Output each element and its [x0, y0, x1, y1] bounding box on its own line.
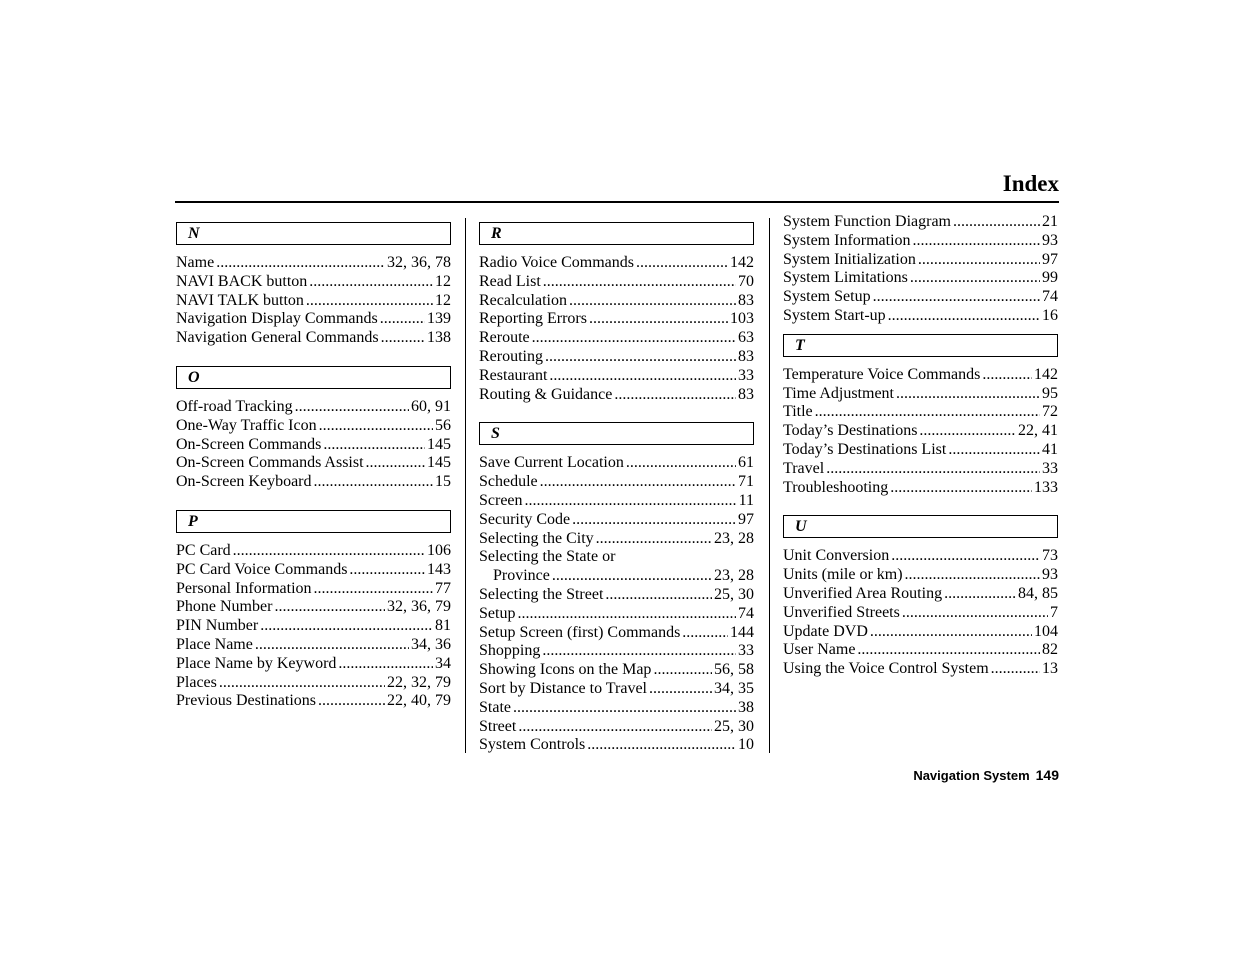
section-letter-box	[783, 334, 1058, 357]
entry-term: Navigation General Commands	[176, 329, 379, 347]
entry-term: One-Way Traffic Icon	[176, 416, 317, 434]
dot-leader	[569, 292, 736, 311]
entry-term: System Controls	[479, 736, 586, 754]
dot-leader	[944, 585, 1016, 604]
entry-page-ref: 60, 91	[411, 397, 451, 415]
index-entry	[783, 441, 1058, 460]
dot-leader	[380, 310, 425, 329]
section-n	[176, 222, 451, 348]
dot-leader	[545, 348, 736, 367]
entry-page-ref: 38	[738, 698, 754, 716]
dot-leader	[540, 473, 736, 492]
entry-page-ref: 142	[1034, 365, 1058, 383]
dot-leader	[518, 718, 712, 737]
entry-page-ref: 83	[738, 347, 754, 365]
entry-page-ref: 95	[1042, 384, 1058, 402]
dot-leader	[873, 288, 1040, 307]
entry-term: User Name	[783, 641, 856, 659]
dot-leader	[314, 473, 434, 492]
section-s	[479, 422, 754, 755]
page-number: 149	[1035, 767, 1059, 783]
section-t	[783, 334, 1058, 498]
section-letter-box	[783, 515, 1058, 538]
entry-page-ref: 33	[1042, 459, 1058, 477]
entry-page-ref: 99	[1042, 269, 1058, 287]
index-entry	[176, 636, 451, 655]
dot-leader	[532, 329, 736, 348]
index-entry	[176, 310, 451, 329]
section-letter: O	[188, 368, 200, 386]
entry-page-ref: 83	[738, 385, 754, 403]
page-footer	[913, 766, 1059, 785]
dot-leader	[318, 692, 385, 711]
entry-term: System Information	[783, 231, 911, 249]
dot-leader	[948, 441, 1040, 460]
entry-page-ref: 23, 28	[714, 567, 754, 585]
entry-term: On-Screen Commands	[176, 435, 322, 453]
entry-term: Places	[176, 673, 217, 691]
entry-page-ref: 70	[738, 272, 754, 290]
entry-term: Unverified Area Routing	[783, 584, 943, 602]
section-p	[176, 510, 451, 711]
entry-term: System Initialization	[783, 250, 916, 268]
index-entry	[176, 692, 451, 711]
dot-leader	[857, 641, 1040, 660]
index-column-3	[783, 213, 1058, 679]
section-u	[783, 515, 1058, 679]
dot-leader	[338, 655, 433, 674]
entry-term: Previous Destinations	[176, 692, 316, 710]
entry-term: System Setup	[783, 288, 871, 306]
entry-term: Radio Voice Commands	[479, 254, 634, 271]
index-entry	[479, 548, 754, 567]
dot-leader	[896, 385, 1040, 404]
index-column-1	[176, 222, 451, 711]
index-entry	[479, 511, 754, 530]
entry-page-ref: 144	[730, 623, 754, 641]
index-entry	[783, 566, 1058, 585]
entry-page-ref: 143	[427, 560, 451, 578]
entry-term: System Start-up	[783, 306, 886, 324]
entry-page-ref: 97	[1042, 250, 1058, 268]
dot-leader	[543, 273, 736, 292]
entry-term: Save Current Location	[479, 454, 624, 472]
index-entry	[479, 292, 754, 311]
entry-term: State	[479, 698, 511, 716]
index-entry	[479, 273, 754, 292]
index-entry	[176, 473, 451, 492]
section-r	[479, 222, 754, 404]
dot-leader	[649, 680, 712, 699]
section-s-continued	[783, 213, 1058, 326]
entry-page-ref: 145	[427, 454, 451, 472]
entry-page-ref: 15	[435, 473, 451, 491]
index-entry	[176, 273, 451, 292]
dot-leader	[513, 699, 736, 718]
entry-page-ref: 34, 36	[411, 635, 451, 653]
entry-page-ref: 106	[427, 541, 451, 559]
index-entry	[783, 479, 1058, 498]
index-entry	[479, 310, 754, 329]
index-entry	[176, 561, 451, 580]
entry-term: Off-road Tracking	[176, 397, 293, 415]
dot-leader	[653, 661, 712, 680]
index-entry	[783, 269, 1058, 288]
index-entry	[479, 367, 754, 386]
entry-page-ref: 13	[1042, 660, 1058, 678]
dot-leader	[274, 598, 385, 617]
entry-page-ref: 33	[738, 366, 754, 384]
entry-term: Today’s Destinations	[783, 422, 918, 440]
entry-page-ref: 142	[730, 254, 754, 271]
index-entry	[479, 254, 754, 273]
dot-leader	[605, 586, 712, 605]
section-letter-box	[176, 222, 451, 245]
index-entry	[176, 655, 451, 674]
entry-term: Using the Voice Control System	[783, 660, 989, 678]
index-entry	[176, 329, 451, 348]
entry-page-ref: 133	[1034, 478, 1058, 496]
entry-page-ref: 56, 58	[714, 661, 754, 679]
entry-page-ref: 22, 32, 79	[387, 673, 451, 691]
index-entry	[479, 386, 754, 405]
dot-leader	[918, 251, 1040, 270]
entry-term: Recalculation	[479, 291, 567, 309]
index-entry	[176, 398, 451, 417]
dot-leader	[381, 329, 425, 348]
section-letter-box	[176, 366, 451, 389]
index-entry	[783, 307, 1058, 326]
entry-term: Selecting the Street	[479, 585, 604, 603]
section-letter: R	[491, 225, 502, 242]
dot-leader	[216, 254, 385, 273]
dot-leader	[913, 232, 1040, 251]
entry-term: Personal Information	[176, 579, 312, 597]
entry-page-ref: 83	[738, 291, 754, 309]
dot-leader	[517, 605, 736, 624]
section-letter: T	[795, 336, 805, 354]
entry-page-ref: 56	[435, 416, 451, 434]
entry-page-ref: 145	[427, 435, 451, 453]
entry-term: Restaurant	[479, 366, 548, 384]
entry-term: PIN Number	[176, 617, 259, 635]
entry-page-ref: 74	[1042, 288, 1058, 306]
entry-page-ref: 22, 41	[1018, 422, 1058, 440]
index-entry	[783, 403, 1058, 422]
index-entry	[783, 366, 1058, 385]
entry-page-ref: 32, 36, 78	[387, 254, 451, 271]
entry-term: Schedule	[479, 473, 538, 491]
index-entry	[176, 674, 451, 693]
dot-leader	[596, 530, 712, 549]
footer-label: Navigation System	[913, 768, 1030, 783]
entry-term: Temperature Voice Commands	[783, 365, 981, 383]
index-entry	[783, 288, 1058, 307]
index-entry-list	[176, 398, 451, 492]
dot-leader	[295, 398, 409, 417]
index-entry	[176, 436, 451, 455]
index-entry	[783, 623, 1058, 642]
entry-term: On-Screen Commands Assist	[176, 454, 364, 472]
dot-leader	[902, 604, 1048, 623]
entry-page-ref: 73	[1042, 547, 1058, 565]
entry-page-ref: 22, 40, 79	[387, 692, 451, 710]
column-divider-1	[465, 218, 466, 753]
dot-leader	[919, 422, 1016, 441]
section-o	[176, 366, 451, 492]
index-entry	[479, 530, 754, 549]
section-letter-box	[176, 510, 451, 533]
entry-page-ref: 82	[1042, 641, 1058, 659]
entry-page-ref: 104	[1034, 622, 1058, 640]
index-entry	[479, 492, 754, 511]
entry-term: Phone Number	[176, 598, 273, 616]
dot-leader	[552, 567, 712, 586]
dot-leader	[953, 213, 1040, 232]
dot-leader	[682, 624, 728, 643]
entry-term: Name	[176, 254, 215, 271]
dot-leader	[890, 479, 1032, 498]
entry-term: Sort by Distance to Travel	[479, 679, 647, 697]
index-entry	[783, 232, 1058, 251]
index-entry	[783, 251, 1058, 270]
dot-leader	[233, 542, 425, 561]
dot-leader	[306, 292, 433, 311]
entry-term: Selecting the State or	[479, 548, 616, 566]
index-entry-list	[479, 254, 754, 404]
entry-page-ref: 11	[738, 491, 754, 509]
dot-leader	[888, 307, 1040, 326]
dot-leader	[366, 454, 425, 473]
entry-page-ref: 23, 28	[714, 529, 754, 547]
entry-term: Place Name by Keyword	[176, 654, 337, 672]
entry-page-ref: 77	[435, 579, 451, 597]
index-entry	[479, 642, 754, 661]
entry-page-ref: 97	[738, 510, 754, 528]
index-entry	[783, 422, 1058, 441]
dot-leader	[549, 367, 736, 386]
section-letter-box	[479, 422, 754, 445]
entry-term: Shopping	[479, 642, 541, 660]
section-letter: S	[491, 425, 500, 443]
page-title: Index	[1002, 171, 1059, 196]
entry-term: Reporting Errors	[479, 310, 587, 328]
section-letter: U	[795, 518, 807, 536]
entry-term: Setup	[479, 604, 516, 622]
index-entry-list	[176, 542, 451, 711]
index-entry	[479, 586, 754, 605]
index-entry	[783, 604, 1058, 623]
entry-page-ref: 33	[738, 642, 754, 660]
section-letter: P	[188, 512, 198, 530]
entry-term: Units (mile or km)	[783, 566, 903, 584]
dot-leader	[349, 561, 425, 580]
dot-leader	[910, 269, 1040, 288]
entry-page-ref: 34	[435, 654, 451, 672]
index-entry	[176, 542, 451, 561]
entry-term: On-Screen Keyboard	[176, 473, 312, 491]
dot-leader	[991, 660, 1040, 679]
entry-page-ref: 25, 30	[714, 717, 754, 735]
dot-leader	[891, 547, 1040, 566]
entry-term: Selecting the City	[479, 529, 594, 547]
dot-leader	[542, 642, 736, 661]
index-entry	[783, 385, 1058, 404]
index-entry	[479, 348, 754, 367]
dot-leader	[614, 386, 736, 405]
entry-page-ref: 7	[1050, 603, 1058, 621]
dot-leader	[826, 460, 1040, 479]
entry-term: Troubleshooting	[783, 478, 889, 496]
entry-page-ref: 12	[435, 272, 451, 290]
entry-term: Navigation Display Commands	[176, 310, 378, 328]
entry-term: Time Adjustment	[783, 384, 894, 402]
entry-page-ref: 61	[738, 454, 754, 472]
entry-term: Rerouting	[479, 347, 543, 365]
dot-leader	[870, 623, 1032, 642]
entry-page-ref: 93	[1042, 231, 1058, 249]
index-entry	[783, 460, 1058, 479]
index-entry	[479, 624, 754, 643]
index-entry	[783, 213, 1058, 232]
entry-page-ref: 34, 35	[714, 679, 754, 697]
dot-leader	[323, 436, 425, 455]
index-entry	[479, 736, 754, 755]
index-entry	[479, 454, 754, 473]
dot-leader	[815, 403, 1040, 422]
index-entry	[176, 454, 451, 473]
dot-leader	[219, 674, 385, 693]
dot-leader	[982, 366, 1032, 385]
entry-page-ref: 63	[738, 329, 754, 347]
entry-page-ref: 41	[1042, 440, 1058, 458]
index-entry	[479, 680, 754, 699]
index-entry	[176, 617, 451, 636]
entry-term: Today’s Destinations List	[783, 440, 947, 458]
entry-page-ref: 25, 30	[714, 585, 754, 603]
entry-page-ref: 72	[1042, 403, 1058, 421]
entry-page-ref: 74	[738, 604, 754, 622]
index-entry-list	[783, 366, 1058, 498]
entry-term: PC Card	[176, 541, 231, 559]
section-letter: N	[188, 225, 200, 242]
index-entry	[176, 254, 451, 273]
entry-term: Screen	[479, 491, 523, 509]
index-entry-list	[783, 547, 1058, 679]
entry-term: Setup Screen (first) Commands	[479, 623, 681, 641]
index-entry	[479, 473, 754, 492]
entry-page-ref: 16	[1042, 306, 1058, 324]
dot-leader	[905, 566, 1040, 585]
index-entry	[176, 417, 451, 436]
index-entry	[783, 641, 1058, 660]
dot-leader	[319, 417, 433, 436]
entry-term: Unverified Streets	[783, 603, 900, 621]
entry-term: Showing Icons on the Map	[479, 661, 652, 679]
index-entry	[783, 660, 1058, 679]
entry-term: Unit Conversion	[783, 547, 890, 565]
section-letter-box	[479, 222, 754, 245]
index-entry	[479, 661, 754, 680]
entry-term: PC Card Voice Commands	[176, 560, 348, 578]
entry-term: Read List	[479, 272, 541, 290]
dot-leader	[314, 580, 433, 599]
index-column-2	[479, 222, 754, 755]
dot-leader	[587, 736, 736, 755]
entry-page-ref: 10	[738, 736, 754, 754]
dot-leader	[255, 636, 409, 655]
index-entry-list	[176, 254, 451, 348]
index-entry	[783, 547, 1058, 566]
entry-page-ref: 71	[738, 473, 754, 491]
entry-term: System Limitations	[783, 269, 908, 287]
entry-term: NAVI TALK button	[176, 291, 304, 309]
entry-term: Travel	[783, 459, 825, 477]
entry-page-ref: 138	[427, 329, 451, 347]
entry-term: Reroute	[479, 329, 530, 347]
entry-page-ref: 84, 85	[1018, 584, 1058, 602]
index-entry	[176, 292, 451, 311]
dot-leader	[260, 617, 433, 636]
entry-page-ref: 21	[1042, 213, 1058, 230]
entry-term: System Function Diagram	[783, 213, 951, 230]
index-entry	[479, 567, 754, 586]
index-entry	[479, 718, 754, 737]
index-entry-list	[479, 454, 754, 755]
entry-page-ref: 81	[435, 617, 451, 635]
index-entry	[783, 585, 1058, 604]
entry-term: Update DVD	[783, 622, 868, 640]
title-rule	[175, 201, 1059, 203]
dot-leader	[636, 254, 728, 273]
entry-term: Street	[479, 717, 517, 735]
entry-term: Place Name	[176, 635, 253, 653]
entry-page-ref: 12	[435, 291, 451, 309]
index-entry	[176, 598, 451, 617]
dot-leader	[572, 511, 736, 530]
index-entry	[479, 329, 754, 348]
entry-term: Routing & Guidance	[479, 385, 613, 403]
entry-term: Province	[493, 567, 550, 585]
entry-term: Title	[783, 403, 813, 421]
column-divider-2	[769, 218, 770, 753]
index-entry	[479, 699, 754, 718]
entry-page-ref: 32, 36, 79	[387, 598, 451, 616]
entry-term: NAVI BACK button	[176, 272, 308, 290]
entry-page-ref: 93	[1042, 566, 1058, 584]
index-entry-list	[783, 213, 1058, 326]
dot-leader	[309, 273, 433, 292]
entry-page-ref: 103	[730, 310, 754, 328]
dot-leader	[589, 310, 728, 329]
index-entry	[176, 580, 451, 599]
entry-page-ref: 139	[427, 310, 451, 328]
dot-leader	[626, 454, 736, 473]
dot-leader	[525, 492, 737, 511]
entry-term: Security Code	[479, 510, 571, 528]
index-entry	[479, 605, 754, 624]
